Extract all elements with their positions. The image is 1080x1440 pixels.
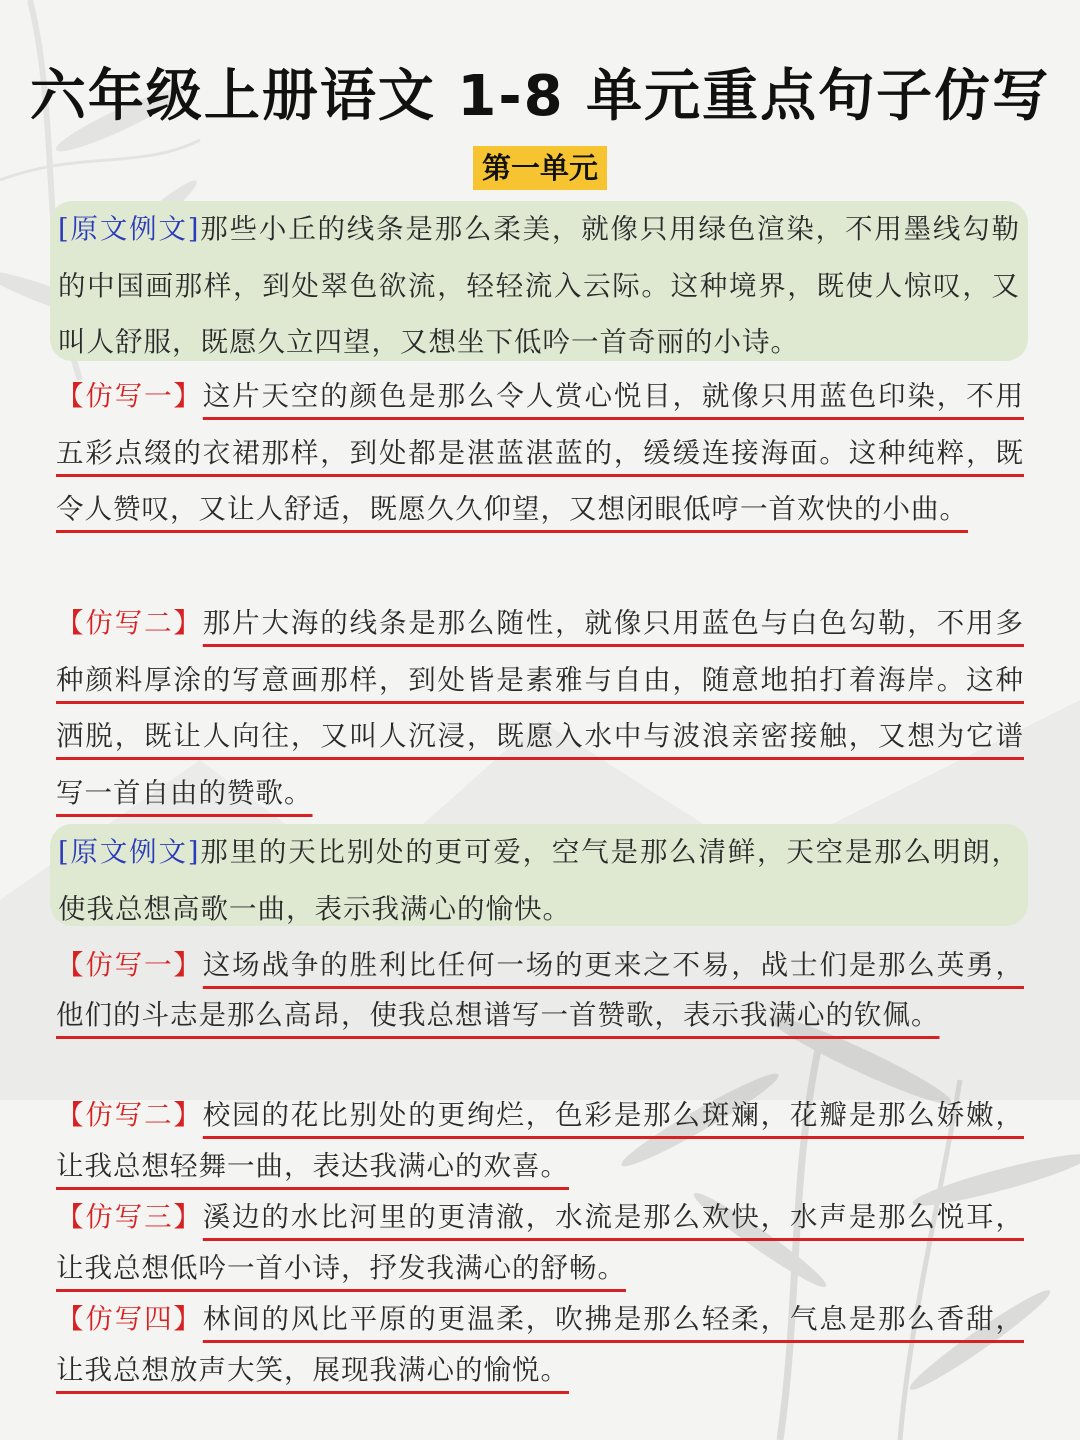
imitation-tag: 【仿写二】 [56,607,203,639]
unit-label: 第一单元 [473,146,607,190]
imitation-body: 这片天空的颜色是那么令人赏心悦目，就像只用蓝色印染，不用五彩点缀的衣裙那样，到处都是湛蓝湛蓝的，缓缓连接海面。这种纯粹，既令人赞叹，又让人舒适，既愿久久仰望，又想闭眼低哼一首欢快的小曲。 [56,380,1024,525]
imitation-block [56,1294,1024,1396]
imitation-tag: 【仿写一】 [56,380,203,412]
imitation-body: 林间的风比平原的更温柔，吹拂是那么轻柔，气息是那么香甜，让我总想放声大笑，展现我满心的愉悦。 [56,1303,1024,1386]
page-title: 六年级上册语文 1-8 单元重点句子仿写 [29,64,1051,129]
imitation-text [56,1294,1024,1396]
imitation-block [56,940,1024,1040]
imitation-text [56,1192,1024,1294]
imitation-text [56,368,1024,538]
imitation-text [56,1090,1024,1192]
imitation-block [56,368,1024,538]
imitation-block [56,1192,1024,1294]
imitation-block [56,1090,1024,1192]
imitation-text [56,595,1024,821]
imitation-text [56,940,1024,1040]
imitation-body: 这场战争的胜利比任何一场的更来之不易，战士们是那么英勇，他们的斗志是那么高昂，使我总想谱写一首赞歌，表示我满心的钦佩。 [56,949,1024,1031]
imitation-tag: 【仿写一】 [56,949,203,981]
original-example-block [50,201,1028,361]
imitation-tag: 【仿写三】 [56,1201,203,1233]
imitation-body: 溪边的水比河里的更清澈，水流是那么欢快，水声是那么悦耳，让我总想低吟一首小诗，抒发我满心的舒畅。 [56,1201,1024,1284]
original-example-tag: [原文例文] [58,836,200,868]
original-example-tag: [原文例文] [58,213,200,245]
imitation-tag: 【仿写二】 [56,1099,203,1131]
original-example-body: 那些小丘的线条是那么柔美，就像只用绿色渲染，不用墨线勾勒的中国画那样，到处翠色欲流，轻轻流入云际。这种境界，既使人惊叹，又叫人舒服，既愿久立四望，又想坐下低吟一首奇丽的小诗。 [58,213,1020,358]
original-example-body: 那里的天比别处的更可爱，空气是那么清鲜，天空是那么明朗，使我总想高歌一曲，表示我满心的愉快。 [58,836,1020,925]
imitation-body: 那片大海的线条是那么随性，就像只用蓝色与白色勾勒，不用多种颜料厚涂的写意画那样，到处皆是素雅与自由，随意地拍打着海岸。这种洒脱，既让人向往，又叫人沉浸，既愿入水中与波浪亲密接触，又想为它谱写一首自由的赞歌。 [56,607,1024,809]
imitation-block [56,595,1024,821]
original-example-block [50,824,1028,926]
original-example-text [50,201,1028,371]
imitation-tag: 【仿写四】 [56,1303,203,1335]
original-example-text [50,824,1028,937]
imitation-body: 校园的花比别处的更绚烂，色彩是那么斑斓，花瓣是那么娇嫩，让我总想轻舞一曲，表达我满心的欢喜。 [56,1099,1024,1182]
